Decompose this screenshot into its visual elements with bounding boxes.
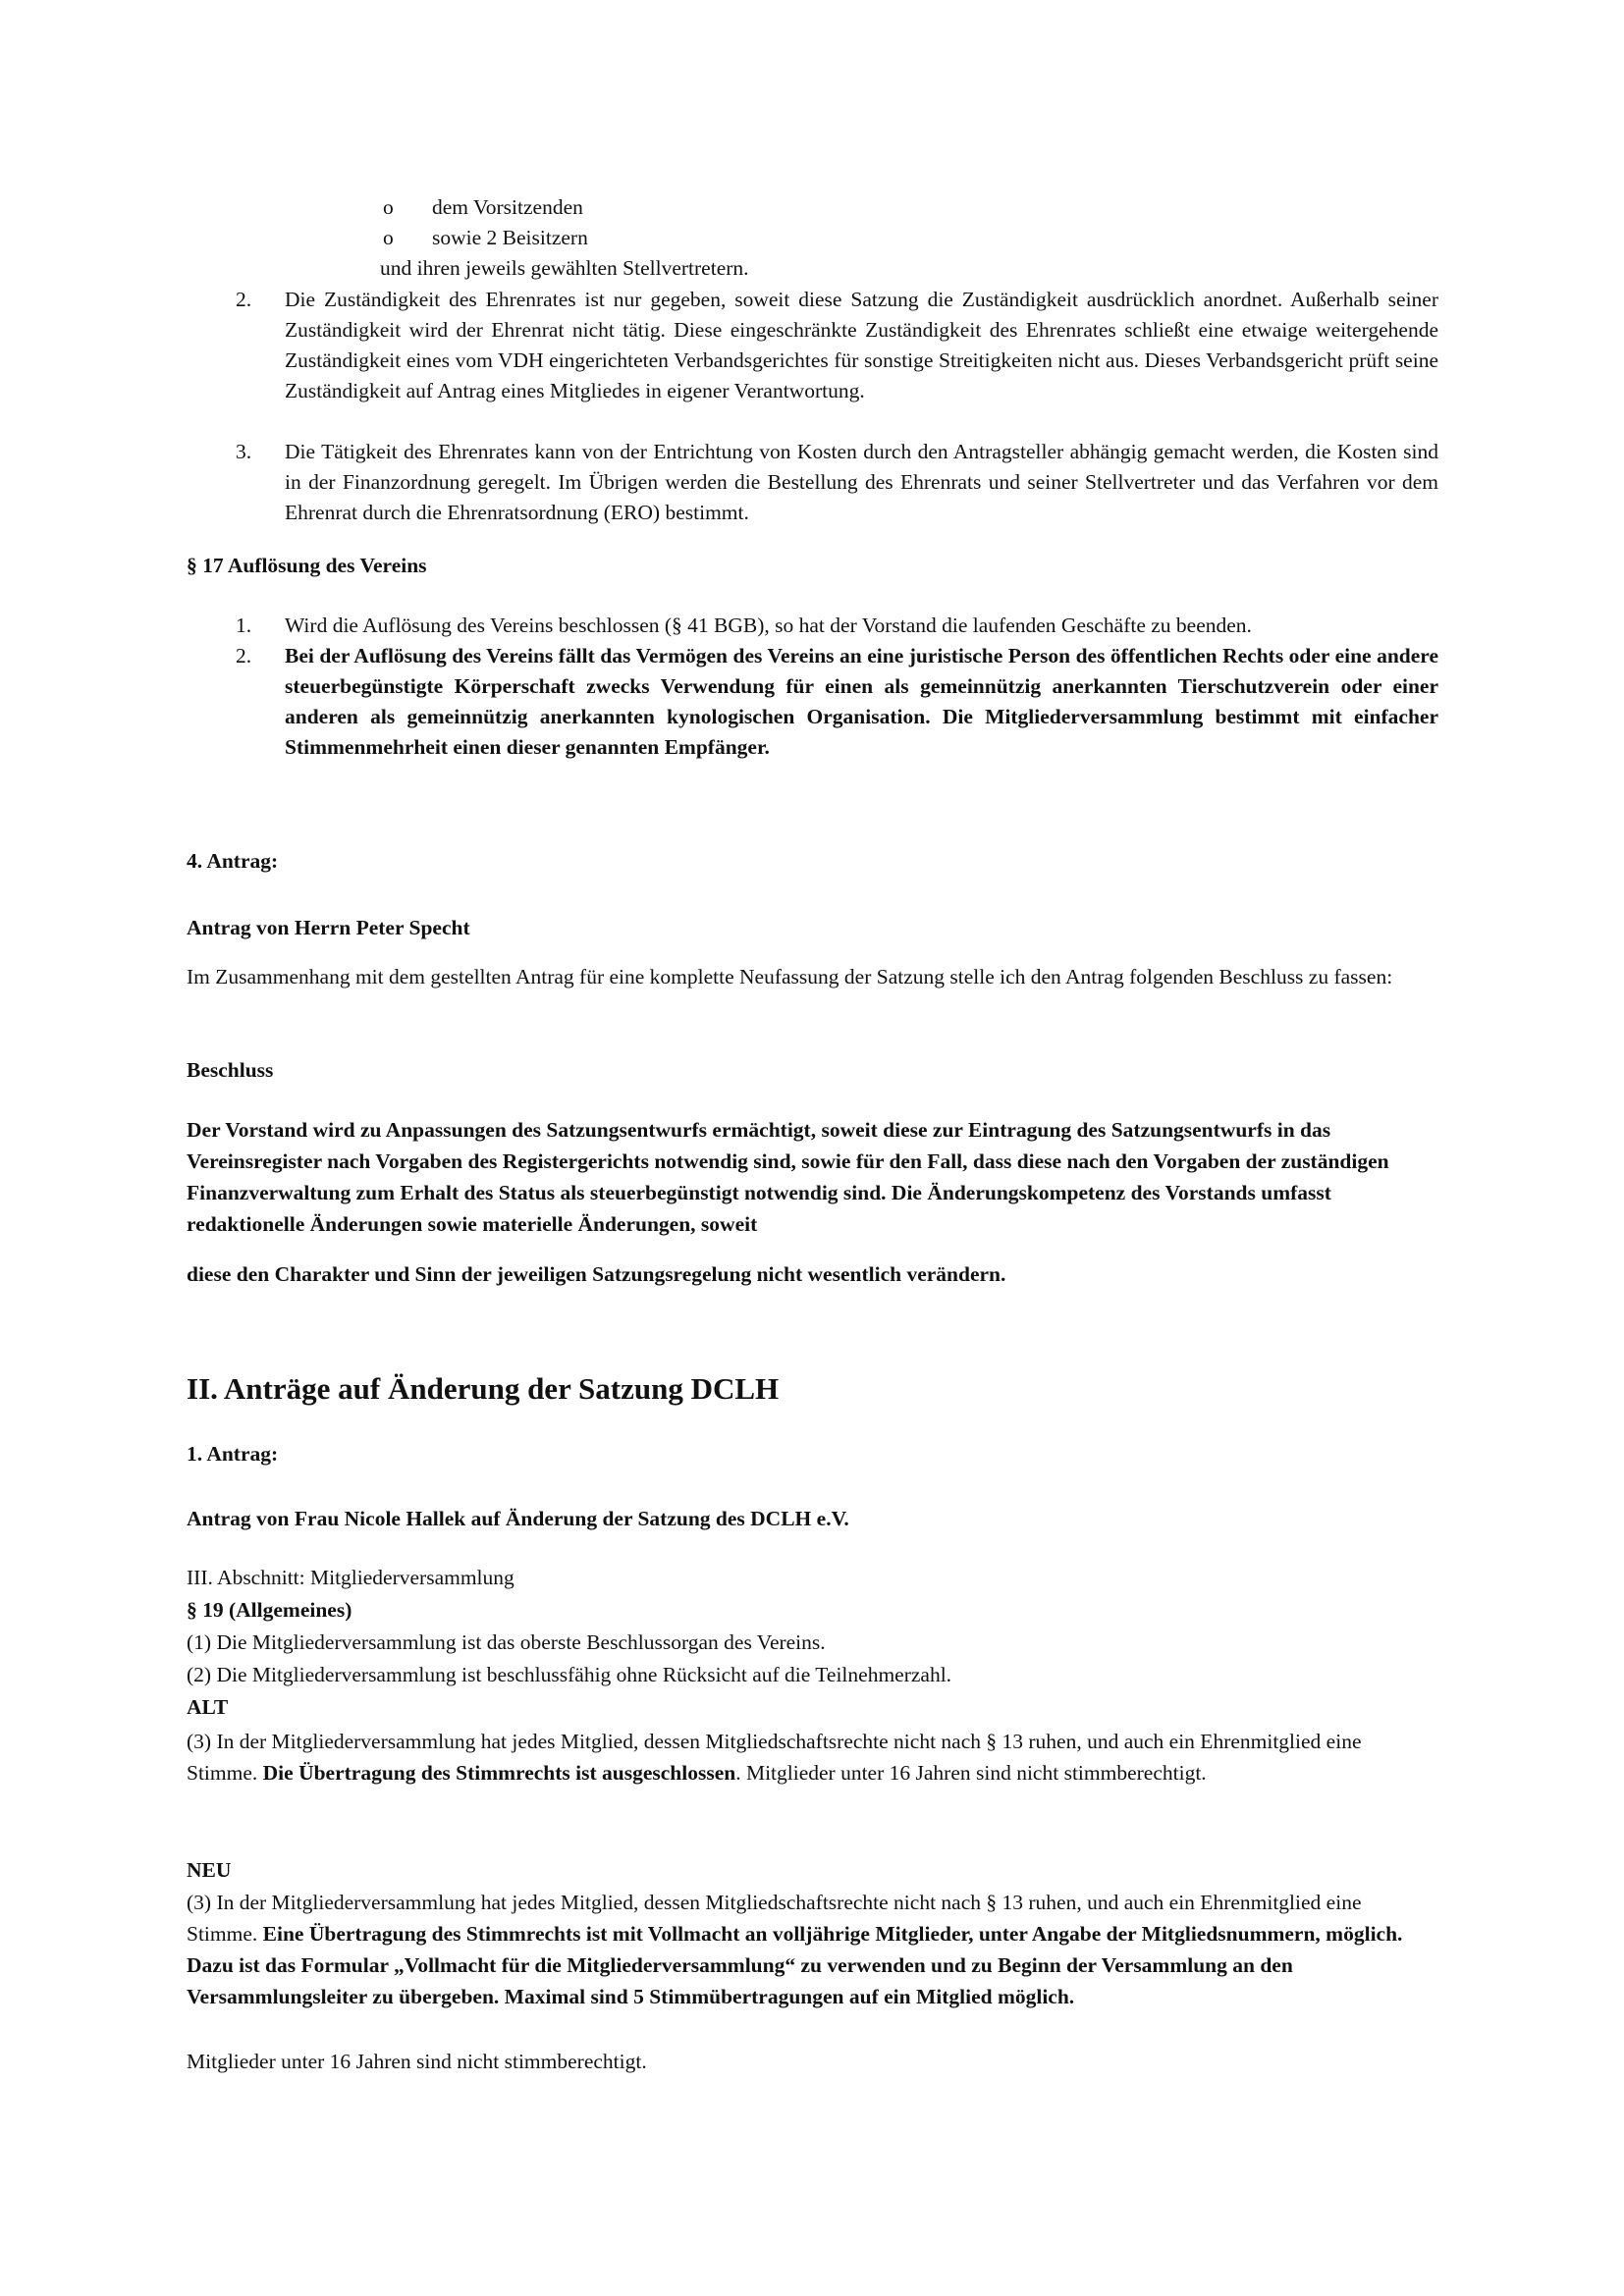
antrag-heading: 4. Antrag:	[187, 849, 279, 873]
paragraph-1: (1) Die Mitgliederversammlung ist das oberste Beschlussorgan des Vereins.	[187, 1630, 826, 1654]
neu-paragraph	[187, 1887, 1434, 2012]
alt-text-c: . Mitglieder unter 16 Jahren sind nicht stimmberechtigt.	[735, 1761, 1207, 1785]
antrag-heading: 1. Antrag:	[187, 1442, 279, 1466]
list-item-text: Bei der Auflösung des Vereins fällt das Vermögen des Vereins an eine juristische Person des öffentlichen Rechts oder eine andere steuerbegünstigte Körperschaft zwecks Verwendung für einen als gemeinnützig anerkannten Tierschutzverein oder einer anderen als gemeinnützig anerkannten kynologischen Organisation. Die Mitgliederversammlung bestimmt mit einfacher Stimmenmehrheit einen dieser genannten Empfänger.	[285, 644, 1438, 759]
antrag-intro: Im Zusammenhang mit dem gestellten Antrag für eine komplette Neufassung der Satzung stelle ich den Antrag folgenden Beschluss zu fassen:	[187, 965, 1393, 988]
neu-text-b: Eine Übertragung des Stimmrechts ist mit Vollmacht an volljährige Mitglieder, unter Angabe der Mitgliedsnummern, möglich. Dazu ist das Formular „Vollmacht für die Mitgliederversammlung“ zu verwenden und zu Beginn der Versammlung an den Versammlungsleiter zu übergeben. Maximal sind 5 Stimmübertragungen auf ein Mitglied möglich.	[187, 1922, 1403, 2008]
section-heading: § 17 Auflösung des Vereins	[187, 554, 427, 577]
list-number: 1.	[236, 614, 252, 637]
neu-label: NEU	[187, 1858, 232, 1882]
antrag-subheading: Antrag von Herrn Peter Specht	[187, 916, 470, 939]
bullet-marker: o	[383, 195, 394, 219]
beschluss-text-end: diese den Charakter und Sinn der jeweiligen Satzungsregelung nicht wesentlich verändern.	[187, 1262, 1006, 1286]
list-number: 2.	[236, 288, 252, 311]
sub-item-text: dem Vorsitzenden	[432, 195, 583, 219]
beschluss-label: Beschluss	[187, 1058, 274, 1082]
sub-item-text: sowie 2 Beisitzern	[432, 226, 588, 249]
alt-paragraph	[187, 1726, 1424, 1789]
alt-text-a: (3) In der Mitgliederversammlung hat jedes Mitglied, dessen Mitgliedschaftsrechte nicht nach § 13 ruhen, und auch ein Ehrenmitglied eine Stimme.	[187, 1730, 1362, 1785]
neu-text-end: Mitglieder unter 16 Jahren sind nicht stimmberechtigt.	[187, 2050, 647, 2073]
list-number: 2.	[236, 644, 252, 667]
abschnitt-title: III. Abschnitt: Mitgliederversammlung	[187, 1566, 514, 1589]
antrag-subheading: Antrag von Frau Nicole Hallek auf Änderung der Satzung des DCLH e.V.	[187, 1507, 849, 1530]
sub-list-trailing: und ihren jeweils gewählten Stellvertretern.	[380, 256, 749, 280]
list-item-text: Die Zuständigkeit des Ehrenrates ist nur gegeben, soweit diese Satzung die Zuständigkeit ausdrücklich anordnet. Außerhalb seiner Zuständigkeit wird der Ehrenrat nicht tätig. Diese eingeschränkte Zuständigkeit des Ehrenrates schließt eine etwaige weitergehende Zuständigkeit eines vom VDH eingerichteten Verbandsgerichtes für sonstige Streitigkeiten nicht aus. Dieses Verbandsgericht prüft seine Zuständigkeit auf Antrag eines Mitgliedes in eigener Verantwortung.	[285, 288, 1438, 402]
bullet-marker: o	[383, 226, 394, 249]
alt-text-b: Die Übertragung des Stimmrechts ist ausgeschlossen	[262, 1761, 736, 1785]
paragraph-heading: § 19 (Allgemeines)	[187, 1598, 352, 1622]
paragraph-2: (2) Die Mitgliederversammlung ist beschlussfähig ohne Rücksicht auf die Teilnehmerzahl.	[187, 1663, 952, 1686]
alt-label: ALT	[187, 1695, 229, 1719]
chapter-heading: II. Anträge auf Änderung der Satzung DCLH	[187, 1371, 780, 1406]
list-item-text: Die Tätigkeit des Ehrenrates kann von der Entrichtung von Kosten durch den Antragsteller abhängig gemacht werden, die Kosten sind in der Finanzordnung geregelt. Im Übrigen werden die Bestellung des Ehrenrats und seiner Stellvertreter und das Verfahren vor dem Ehrenrat durch die Ehrenratsordnung (ERO) bestimmt.	[285, 440, 1438, 524]
beschluss-text: Der Vorstand wird zu Anpassungen des Satzungsentwurfs ermächtigt, soweit diese zur Eintragung des Satzungsentwurfs in das Vereinsregister nach Vorgaben des Registergerichts notwendig sind, sowie für den Fall, dass diese nach den Vorgaben der zuständigen Finanzverwaltung zum Erhalt des Status als steuerbegünstigt notwendig sind. Die Änderungskompetenz des Vorstands umfasst redaktionelle Änderungen sowie materielle Änderungen, soweit	[187, 1118, 1389, 1236]
list-item-text: Wird die Auflösung des Vereins beschlossen (§ 41 BGB), so hat der Vorstand die laufenden Geschäfte zu beenden.	[285, 614, 1252, 637]
neu-text-a: (3) In der Mitgliederversammlung hat jedes Mitglied, dessen Mitgliedschaftsrechte nicht nach § 13 ruhen, und auch ein Ehrenmitglied eine Stimme.	[187, 1891, 1362, 1946]
list-number: 3.	[236, 440, 252, 463]
